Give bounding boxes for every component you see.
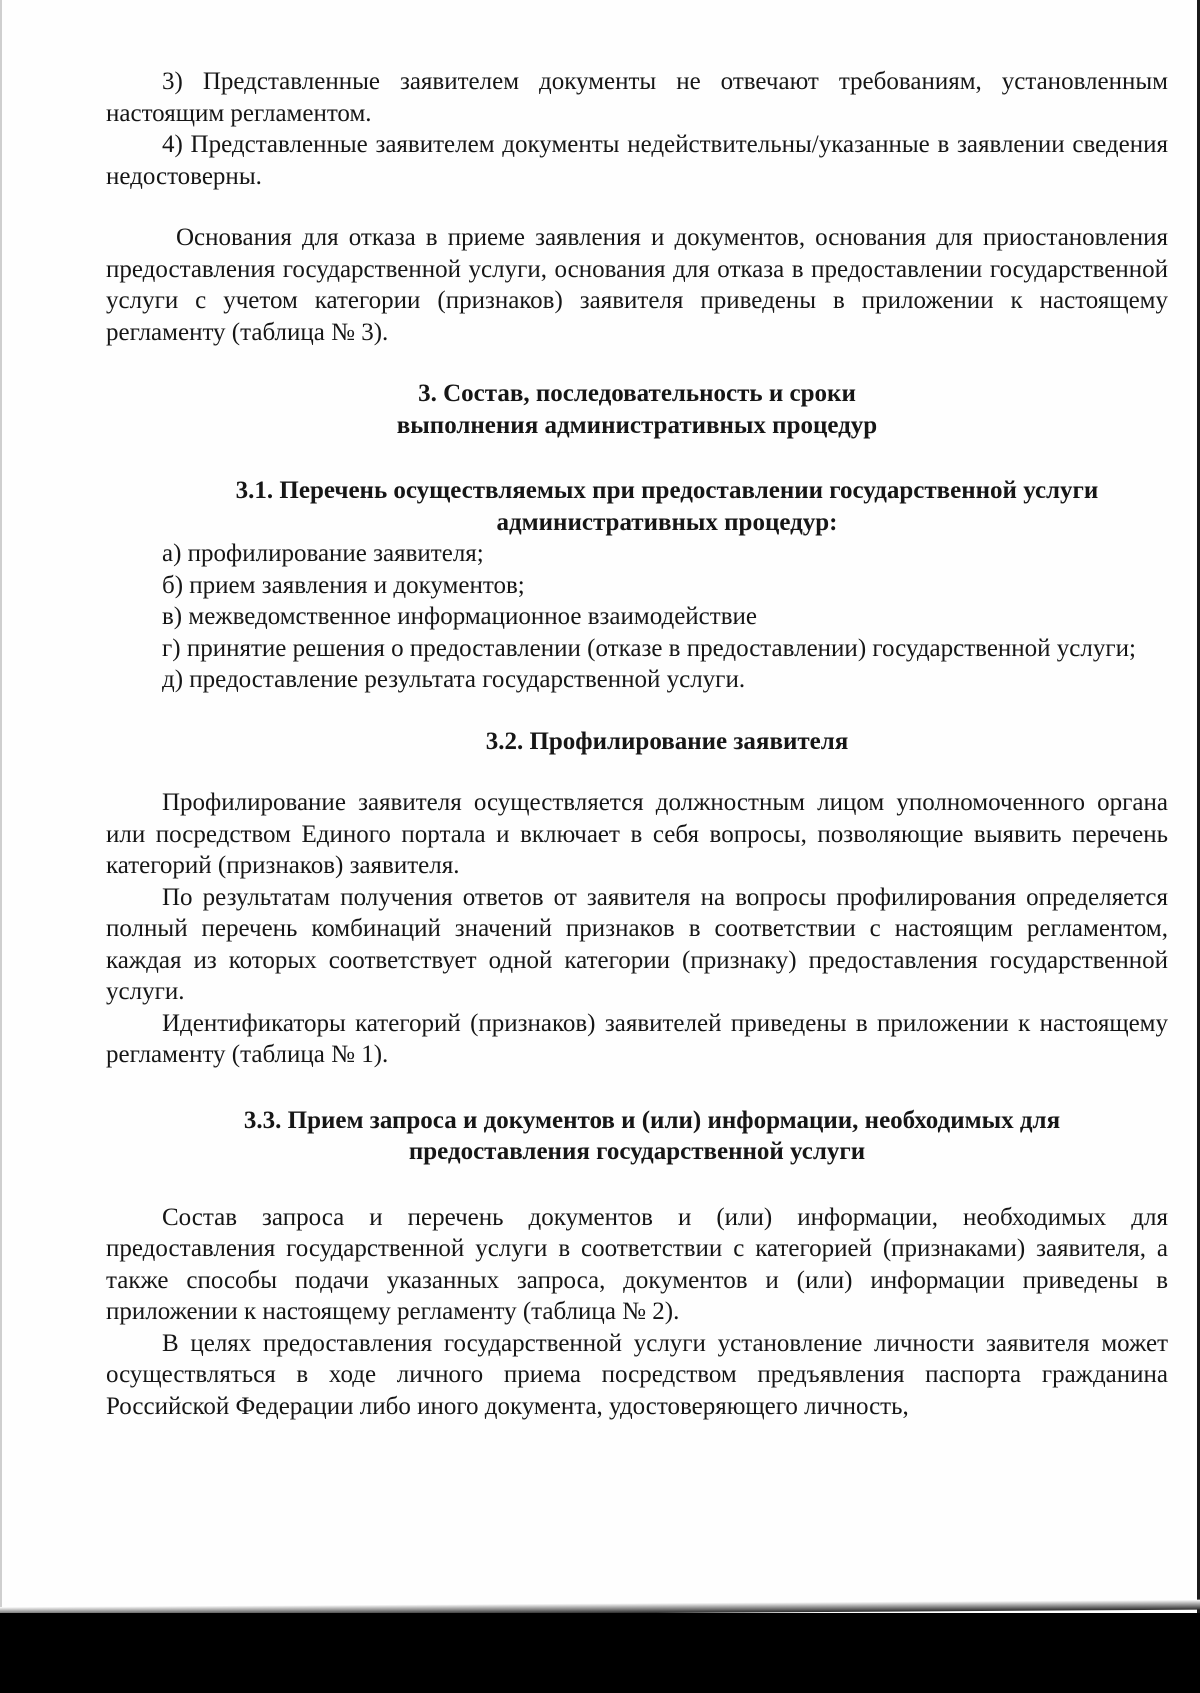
paragraph-item-3: 3) Представленные заявителем документы не отвечают требованиям, установленным настоящим регламентом. (106, 68, 1168, 127)
paragraph-item-4: 4) Представленные заявителем документы недействительны/указанные в заявлении сведения недостоверны. (106, 131, 1168, 190)
section-3-title-line-1: 3. Состав, последовательность и сроки (418, 380, 856, 407)
profiling-paragraph-1: Профилирование заявителя осуществляется должностным лицом уполномоченного органа или посредством Единого портала и включает в себя вопросы, позволяющие выявить перечень категорий (признаков) заявителя. (106, 789, 1168, 879)
section-3-1-title-line-2: административных процедур: (496, 508, 838, 536)
spacer (106, 1168, 1168, 1202)
scan-black-margin (0, 1613, 1200, 1693)
section-3-3-title-line-1: 3.3. Прием запроса и документов и (или) информации, необходимых для (243, 1106, 1061, 1134)
paragraph-grounds-for-refusal: Основания для отказа в приеме заявления и документов, основания для приостановления предоставления государственной услуги, основания для отказа в предоставлении государственной услуги с учетом категории (признаков) заявителя приведены в приложении к настоящему регламенту (таблица № 3). (106, 224, 1168, 346)
procedure-item-v: в) межведомственное информационное взаимодействие (162, 603, 757, 630)
section-3-2-title: 3.2. Профилирование заявителя (485, 727, 849, 755)
scan-left-edge (0, 0, 2, 1620)
procedure-item-a: а) профилирование заявителя; (162, 540, 484, 567)
spacer (106, 696, 1168, 726)
procedure-item-b: б) прием заявления и документов; (162, 571, 525, 599)
profiling-paragraph-3: Идентификаторы категорий (признаков) заявителей приведены в приложении к настоящему регламенту (таблица № 1). (106, 1009, 1168, 1068)
spacer (106, 757, 1168, 787)
spacer (106, 192, 1168, 222)
reception-paragraph-1: Состав запроса и перечень документов и (или) информации, необходимых для предоставления государственной услуги в соответствии с категорией (признаками) заявителя, а также способы подачи указанных запроса, документов и (или) информации приведены в приложении к настоящему регламенту (таблица № 2). (106, 1203, 1168, 1325)
spacer (106, 1071, 1168, 1105)
section-3-title-line-2: выполнения административных процедур (396, 411, 878, 439)
section-3-3-title-line-2: предоставления государственной услуги (408, 1138, 866, 1165)
document-body (106, 66, 1168, 1422)
spacer (106, 348, 1168, 378)
section-3-1-title-line-1: 3.1. Перечень осуществляемых при предоставлении государственной услуги (235, 477, 1099, 504)
spacer (106, 441, 1168, 475)
reception-paragraph-2: В целях предоставления государственной услуги установление личности заявителя может осуществляться в ходе личного приема посредством предъявления паспорта гражданина Российской Федерации либо иного документа, удостоверяющего личность, (106, 1329, 1168, 1420)
procedure-item-g: г) принятие решения о предоставлении (отказе в предоставлении) государственной услуги; (162, 634, 1136, 662)
profiling-paragraph-2: По результатам получения ответов от заявителя на вопросы профилирования определяется полный перечень комбинаций значений признаков в соответствии с настоящим регламентом, каждая из которых соответствует одной категории (признаку) предоставления государственной услуги. (106, 883, 1168, 1005)
procedure-item-d: д) предоставление результата государственной услуги. (162, 666, 746, 693)
